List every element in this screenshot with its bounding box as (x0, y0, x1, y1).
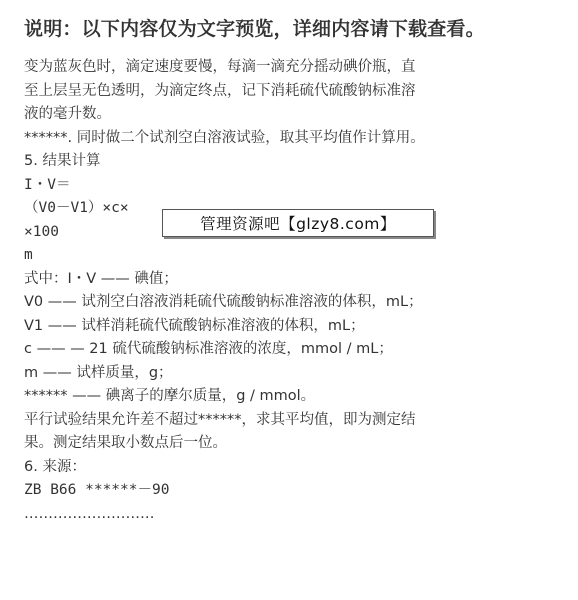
definition-line: V1 —— 试样消耗硫代硫酸钠标准溶液的体积，mL； (24, 317, 365, 334)
definition-line: ****** —— 碘离子的摩尔质量，g / mmol。 (24, 388, 316, 404)
watermark-label: 管理资源吧【glzy8.com】 (162, 209, 434, 237)
text-line: 液的毫升数。 (24, 106, 111, 122)
standard-code: ZB B66 ******－90 (24, 482, 170, 498)
document-body (24, 56, 554, 526)
text-line: 平行试验结果允许差不超过******，求其平均值，即为测定结 (24, 411, 416, 428)
section-heading-result-calculation: 5. 结果计算 (24, 153, 101, 169)
formula-line: ×100 (24, 223, 59, 240)
section-heading-source: 6. 来源： (24, 458, 86, 475)
ellipsis-line: ……………………… (24, 505, 155, 522)
text-line: 至上层呈无色透明，为滴定终点，记下消耗硫代硫酸钠标准溶 (24, 82, 416, 99)
formula-line: m (24, 247, 33, 263)
formula-line: I・V＝ (24, 176, 71, 193)
definition-line: c —— — 21 硫代硫酸钠标准溶液的浓度，mmol / mL； (24, 341, 393, 357)
text-line: 变为蓝灰色时，滴定速度要慢，每滴一滴充分摇动碘价瓶，直 (24, 59, 416, 75)
text-line: ******. 同时做二个试剂空白溶液试验，取其平均值作计算用。 (24, 129, 425, 146)
formula-line: （V0－V1）×c× (24, 200, 129, 216)
definition-line: 式中：I・V —— 碘值； (24, 270, 178, 287)
preview-notice-title: 说明：以下内容仅为文字预览，详细内容请下载查看。 (24, 18, 485, 40)
definition-line: m —— 试样质量，g； (24, 364, 173, 381)
definition-line: V0 —— 试剂空白溶液消耗硫代硫酸钠标准溶液的体积，mL； (24, 294, 423, 310)
text-line: 果。测定结果取小数点后一位。 (24, 435, 227, 451)
